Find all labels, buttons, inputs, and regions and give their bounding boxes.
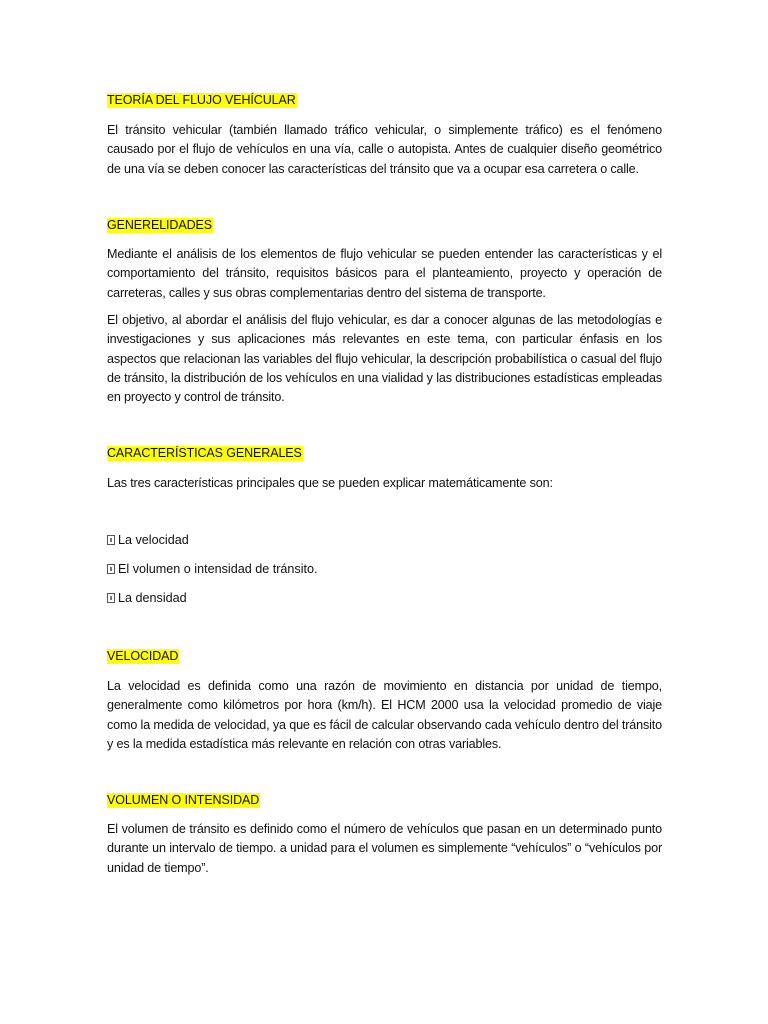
paragraph-velocidad-definicion: La velocidad es definida como una razón de movimiento en distancia por unidad de tiempo, generalmente como kilómetros por hora (km/h). El HCM 2000 usa la velocidad promedio de viaje como la medida de velocidad, ya que es fácil de calcular observando cada vehículo dentro del tránsito y es la medida estadística más relevante en relación con otras variables. xyxy=(107,679,662,751)
section-heading-velocidad: VELOCIDAD xyxy=(107,649,179,663)
list-item-densidad: La densidad xyxy=(107,590,187,607)
section-heading-teoria: TEORÍA DEL FLUJO VEHÍCULAR xyxy=(107,93,296,107)
paragraph-volumen-definicion: El volumen de tránsito es definido como el número de vehículos que pasan en un determinado punto durante un intervalo de tiempo. a unidad para el volumen es simplemente “vehículos” o “vehículos por unidad de tiempo”. xyxy=(107,822,662,875)
list-item-velocidad: La velocidad xyxy=(107,532,189,549)
missing-glyph-icon xyxy=(107,564,115,574)
paragraph-tres-caracteristicas: Las tres características principales que se pueden explicar matemáticamente son: xyxy=(107,476,553,490)
missing-glyph-icon xyxy=(107,593,115,603)
paragraph-objetivo: El objetivo, al abordar el análisis del flujo vehicular, es dar a conocer algunas de las metodologías e investigaciones y sus aplicaciones más relevantes en este tema, con particular énfasis en los aspectos que relacionan las variables del flujo vehicular, la descripción probabilística o casual del flujo de tránsito, la distribución de los vehículos en una vialidad y las distribuciones estadísticas empleadas en proyecto y control de tránsito. xyxy=(107,313,662,405)
paragraph-transito-vehicular: El tránsito vehicular (también llamado tráfico vehicular, o simplemente tráfico) es el fenómeno causado por el flujo de vehículos en una vía, calle o autopista. Antes de cualquier diseño geométrico de una vía se deben conocer las características del tránsito que va a ocupar esa carretera o calle. xyxy=(107,123,662,176)
paragraph-analisis-flujo: Mediante el análisis de los elementos de flujo vehicular se pueden entender las características y el comportamiento del tránsito, requisitos básicos para el planteamiento, proyecto y operación de carreteras, calles y sus obras complementarias dentro del sistema de transporte. xyxy=(107,247,662,300)
list-item-volumen: El volumen o intensidad de tránsito. xyxy=(107,561,318,578)
section-heading-generelidades: GENERELIDADES xyxy=(107,218,212,232)
section-heading-volumen: VOLUMEN O INTENSIDAD xyxy=(107,793,260,807)
document-page xyxy=(107,0,662,1024)
section-heading-caracteristicas: CARACTERÍSTICAS GENERALES xyxy=(107,446,302,460)
missing-glyph-icon xyxy=(107,535,115,545)
